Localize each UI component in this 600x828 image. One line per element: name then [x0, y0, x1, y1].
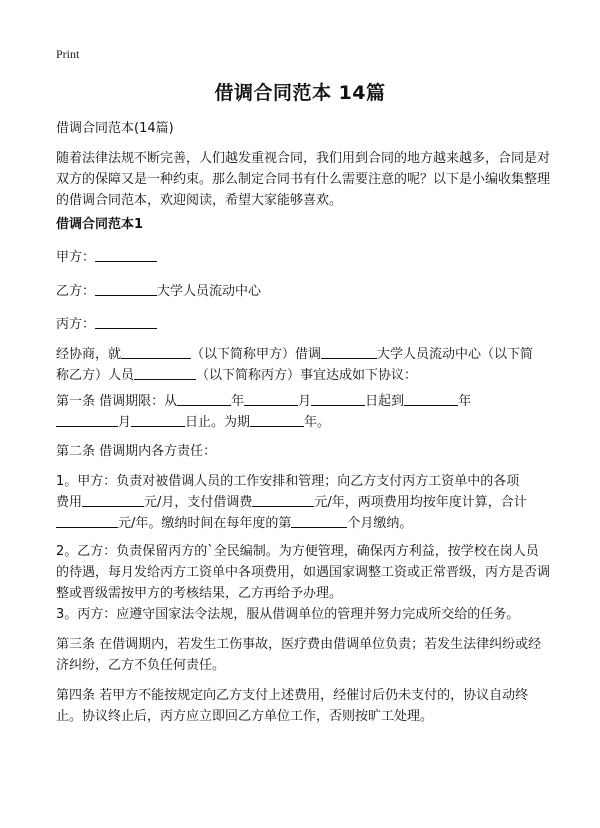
consult-text-1: 经协商，就	[56, 347, 122, 362]
consult-line-1	[56, 344, 533, 365]
consult-text-2: （以下简称甲方）借调	[191, 347, 322, 362]
end-day-blank	[131, 412, 185, 427]
party-c-label: 丙方：	[56, 317, 96, 332]
page-title: 借调合同范本 14篇	[214, 82, 386, 104]
intro-paragraph: 随着法律法规不断完善，人们越发重视合同，我们用到合同的地方越来越多，合同是对双方的保障又是一种约束。那么制定合同书有什么需要注意的呢？以下是小编收集整理的借调合同范本，欢迎阅读，希望大家能够喜欢。	[56, 151, 551, 208]
total-fee-blank	[56, 513, 118, 528]
university-blank	[321, 344, 377, 359]
party-b-blank	[95, 281, 157, 296]
document-subtitle: 借调合同范本(14篇)	[56, 121, 174, 136]
start-day-blank	[311, 391, 365, 406]
party-b-line	[56, 281, 261, 302]
art1-text-3: 月	[298, 394, 312, 409]
item-1-line-1	[56, 471, 519, 492]
staff-name-blank	[134, 365, 196, 380]
consult-text-3: 大学人员流动中心（以下简	[377, 347, 534, 362]
duration-blank	[250, 412, 304, 427]
payment-month-blank	[291, 513, 347, 528]
art1-text-5: 年	[458, 394, 472, 409]
party-c-blank	[95, 314, 157, 329]
salary-fee-blank	[82, 492, 144, 507]
party-a-label: 甲方：	[56, 250, 96, 265]
art1-text-1: 第一条 借调期限：从	[56, 394, 178, 409]
consult-text-4: 称乙方）人员	[56, 368, 135, 383]
art1-text-4: 日起到	[365, 394, 405, 409]
art1-text-6: 月	[118, 415, 132, 430]
article-1-line-2	[56, 412, 330, 433]
item1-text-5: 元/年。缴纳时间在每年度的第	[118, 516, 292, 531]
item1-text-6: 个月缴纳。	[347, 516, 413, 531]
item-1-line-3	[56, 513, 412, 534]
article-1-line-1	[56, 391, 471, 412]
item-1-line-2	[56, 492, 527, 513]
article-4-paragraph: 第四条 若甲方不能按规定向乙方支付上述费用，经催讨后仍未支付的，协议自动终止。协议终止后，丙方应立即回乙方单位工作，否则按旷工处理。	[56, 688, 529, 724]
consult-text-5: （以下简称丙方）事宜达成如下协议：	[196, 368, 418, 383]
art1-text-8: 年。	[304, 415, 331, 430]
item1-text-1: 1。甲方：负责对被借调人员的工作安排和管理；向乙方支付丙方工资单中的各项	[56, 474, 520, 489]
item-3-paragraph: 3。丙方：应遵守国家法令法规，服从借调单位的管理并努力完成所交给的任务。	[56, 607, 520, 622]
article-2-heading: 第二条 借调期内各方责任：	[56, 444, 217, 459]
item1-text-2: 费用	[56, 495, 83, 510]
article-3-paragraph: 第三条 在借调期内，若发生工伤事故，医疗费由借调单位负责；若发生法律纠纷或经济纠纷，乙方不负任何责任。	[56, 637, 542, 673]
party-a-name-blank	[121, 344, 191, 359]
end-year-blank	[404, 391, 458, 406]
start-month-blank	[244, 391, 298, 406]
party-a-line	[56, 247, 157, 268]
party-c-line	[56, 314, 157, 335]
item1-text-4: 元/年，两项费用均按年度计算，合计	[314, 495, 527, 510]
art1-text-7: 日止。为期	[185, 415, 251, 430]
consult-line-2	[56, 365, 417, 386]
print-link[interactable]: Print	[56, 47, 80, 61]
party-b-name: 大学人员流动中心	[157, 284, 262, 299]
party-a-blank	[95, 247, 157, 262]
art1-text-2: 年	[231, 394, 245, 409]
start-year-blank	[177, 391, 231, 406]
item1-text-3: 元/月，支付借调费	[144, 495, 253, 510]
section-heading: 借调合同范本1	[56, 217, 144, 232]
end-month-blank	[56, 412, 118, 427]
secondment-fee-blank	[252, 492, 314, 507]
party-b-label: 乙方：	[56, 284, 96, 299]
item-2-paragraph: 2。乙方：负责保留丙方的`全民编制。为方便管理，确保丙方利益，按学校在岗人员的待遇，每月发给丙方工资单中各项费用，如遇国家调整工资或正常晋级，丙方是否调整或晋级需按甲方的考核结果，乙方再给予办理。	[56, 544, 551, 601]
